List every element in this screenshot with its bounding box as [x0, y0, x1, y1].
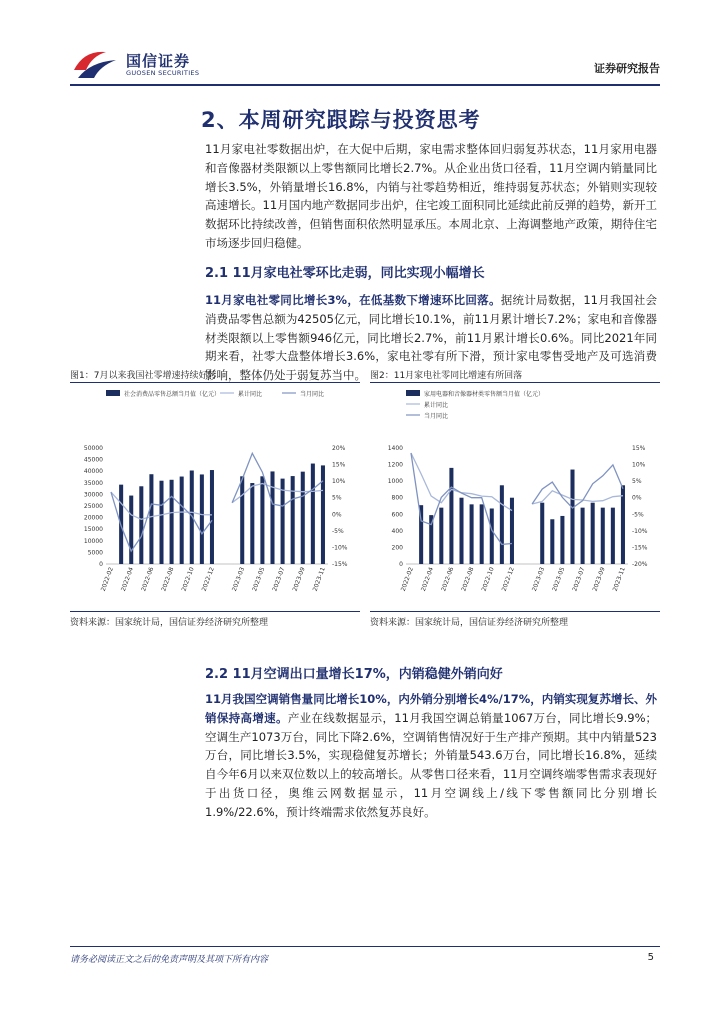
bar-2023-09 — [601, 508, 605, 564]
y-right-tick-label: 5% — [332, 494, 342, 502]
y-left-tick-label: 200 — [391, 544, 403, 552]
bar-2022-10 — [490, 508, 494, 564]
y-left-tick-label: 1000 — [387, 478, 403, 486]
x-tick-label: 2022-08 — [160, 566, 176, 593]
subsection-2-2-paragraph — [205, 690, 657, 822]
figure1-caption: 图1：7月以来我国社零增速持续好转 — [70, 371, 217, 381]
bar-2022-11 — [500, 485, 504, 564]
bar-2023-04 — [550, 519, 554, 564]
y-left-tick-label: 600 — [391, 511, 403, 519]
y-left-tick-label: 400 — [391, 527, 403, 535]
bar-2022-06 — [149, 474, 153, 564]
page-number: 5 — [647, 952, 654, 963]
logo-text-en: GUOSEN SECURITIES — [126, 69, 200, 77]
subsection-title-2-2: 2.2 11月空调出口量增长17%，内销稳健外销向好 — [205, 667, 503, 682]
y-right-tick-label: -15% — [632, 544, 648, 552]
y-right-tick-label: 10% — [332, 478, 346, 486]
bar-2022-09 — [480, 504, 484, 564]
bar-2023-07 — [581, 508, 585, 564]
x-tick-label: 2022-12 — [500, 566, 516, 593]
y-right-tick-label: 5% — [632, 478, 642, 486]
y-left-tick-label: 20000 — [83, 514, 103, 522]
y-right-tick-label: 10% — [632, 461, 646, 469]
footer-divider — [70, 946, 660, 947]
page-header — [70, 48, 660, 88]
footer-disclaimer: 请务必阅读正文之后的免责声明及其项下所有内容 — [70, 955, 269, 965]
bar-2023-11 — [621, 485, 625, 564]
x-tick-label: 2023-03 — [530, 566, 547, 593]
legend-label-monthly: 当月同比 — [424, 413, 449, 420]
header-divider — [70, 84, 660, 86]
bar-2022-09 — [180, 477, 184, 564]
bar-2022-05 — [139, 486, 143, 564]
x-tick-label: 2023-07 — [571, 566, 587, 593]
y-left-tick-label: 0 — [99, 561, 103, 568]
logo-text-cn: 国信证券 — [126, 52, 191, 70]
x-tick-label: 2022-02 — [99, 566, 115, 593]
y-right-tick-label: -5% — [632, 511, 644, 519]
report-type-label: 证券研究报告 — [594, 62, 660, 75]
y-left-tick-label: 800 — [391, 494, 403, 502]
y-left-tick-label: 1200 — [387, 461, 403, 469]
x-tick-label: 2023-09 — [291, 566, 307, 593]
x-tick-label: 2022-04 — [419, 566, 436, 593]
series-line-cumulative-yoy — [411, 453, 623, 511]
y-right-tick-label: 15% — [332, 461, 346, 469]
x-tick-label: 2023-05 — [551, 566, 567, 593]
y-right-tick-label: -10% — [632, 527, 648, 535]
legend-label-cumulative: 累计同比 — [424, 402, 449, 409]
figure2-caption: 图2：11月家电社零同比增速有所回落 — [370, 371, 523, 381]
bar-2023-08 — [591, 503, 595, 564]
bar-2023-03 — [240, 476, 244, 564]
bar-2023-03 — [540, 503, 544, 564]
figure2-source: 资料来源：国家统计局，国信证券经济研究所整理 — [370, 618, 569, 628]
bar-2023-10 — [311, 464, 315, 564]
x-tick-label: 2023-05 — [251, 566, 267, 593]
bar-2022-04 — [129, 496, 133, 564]
bar-2023-10 — [611, 508, 615, 564]
bar-2023-05 — [560, 516, 564, 564]
figure2-bottom-rule — [370, 611, 660, 612]
section-title: 2、本周研究跟踪与投资思考 — [201, 108, 481, 132]
figure1-bottom-rule — [70, 611, 360, 612]
figure2-top-rule — [370, 382, 660, 383]
bar-2022-05 — [439, 508, 443, 564]
x-tick-label: 2022-06 — [140, 566, 156, 593]
legend-label-cumulative: 累计同比 — [238, 391, 263, 398]
bar-2022-07 — [159, 481, 163, 564]
subsection-title-2-1: 2.1 11月家电社零环比走弱，同比实现小幅增长 — [205, 266, 485, 281]
bar-2023-04 — [250, 483, 254, 564]
y-left-tick-label: 40000 — [83, 468, 103, 476]
body-text: 据统计局数据，11月我国社会消费品零售总额为42505亿元，同比增长10.1%，前11月累计增长7.2%；家电和音像器材类限额以上零售额946亿元，同比增长2.7%，前11月累计增长0.6%。同比2021年同期来看，社零大盘整体增长3.6%，家电社零有所下滑，预计家电零售受地产及可选消费影响，整体仍处于弱复苏当中。 — [205, 293, 657, 383]
y-left-tick-label: 25000 — [83, 503, 103, 510]
bar-2023-06 — [270, 471, 274, 564]
x-tick-label: 2022-02 — [399, 566, 415, 593]
bar-2022-08 — [470, 504, 474, 564]
legend-swatch-bars — [406, 390, 420, 396]
guosen-logo-icon — [70, 48, 122, 82]
y-left-tick-label: 50000 — [83, 445, 103, 452]
figure2-chart — [370, 386, 662, 608]
y-left-tick-label: 5000 — [87, 549, 103, 557]
x-tick-label: 2022-06 — [440, 566, 456, 593]
x-tick-label: 2023-11 — [611, 566, 627, 593]
y-left-tick-label: 10000 — [83, 537, 103, 545]
x-tick-label: 2022-10 — [480, 566, 496, 593]
x-tick-label: 2023-09 — [591, 566, 607, 593]
body-text: 产业在线数据显示，11月我国空调总销量1067万台，同比增长9.9%；空调生产1073万台，同比下降2.6%，空调销售情况好于生产排产预期。其中内销量523万台，同比增长3.5%，实现稳健复苏增长；外销量543.6万台，同比增长16.8%，延续自今年6月以来双位数以上的较高增长。从零售口径来看，11月空调终端零售需求表现好于出货口径，奥维云网数据显示，11月空调线上/线下零售额同比分别增长1.9%/22.6%，预计终端需求依然复苏良好。 — [205, 710, 657, 819]
y-right-tick-label: -10% — [332, 544, 348, 552]
y-left-tick-label: 15000 — [83, 526, 103, 534]
bar-2022-07 — [459, 498, 463, 564]
bar-2022-08 — [170, 480, 174, 564]
y-left-tick-label: 0 — [399, 561, 403, 568]
bar-2022-12 — [510, 498, 514, 564]
y-left-tick-label: 30000 — [83, 491, 103, 499]
x-tick-label: 2023-07 — [271, 566, 287, 593]
bar-2022-12 — [210, 470, 214, 564]
legend-swatch-bars — [106, 390, 120, 396]
x-tick-label: 2022-04 — [119, 566, 136, 593]
bar-2022-11 — [200, 474, 204, 564]
figure1-chart — [70, 386, 362, 608]
y-right-tick-label: -20% — [632, 561, 648, 568]
y-right-tick-label: 20% — [332, 445, 346, 452]
legend-label-monthly: 当月同比 — [300, 391, 325, 398]
lead-sentence: 11月家电社零同比增长3%，在低基数下增速环比回落。 — [205, 293, 501, 307]
bar-2023-07 — [281, 479, 285, 564]
y-left-tick-label: 1400 — [387, 445, 403, 452]
y-right-tick-label: 0% — [332, 511, 342, 519]
y-left-tick-label: 35000 — [83, 479, 103, 487]
x-tick-label: 2022-08 — [460, 566, 476, 593]
figure1-top-rule — [70, 382, 360, 383]
intro-paragraph: 11月家电社零数据出炉，在大促中后期，家电需求整体回归弱复苏状态，11月家用电器和音像器材类限额以上零售额同比增长2.7%。从企业出货口径看，11月空调内销量同比增长3.5%，外销量增长16.8%，内销与社零趋势相近，维持弱复苏状态；外销则实现较高速增长。11月国内地产数据同步出炉，住宅竣工面积同比延续此前反弹的趋势，新开工数据环比持续改善，但销售面积依然明显承压。本周北京、上海调整地产政策，期待住宅市场逐步回归稳健。 — [205, 142, 657, 250]
bar-2023-11 — [321, 465, 325, 564]
y-left-tick-label: 45000 — [83, 456, 103, 464]
lead-sentence: 11月我国空调销售量同比增长10%，内外销分别增长4%/17%，内销实现复苏增长、外销保持高增速。 — [205, 692, 657, 725]
figure1-source: 资料来源：国家统计局，国信证券经济研究所整理 — [70, 618, 269, 628]
x-tick-label: 2023-03 — [230, 566, 247, 593]
bar-2022-06 — [449, 468, 453, 564]
y-right-tick-label: -5% — [332, 527, 344, 535]
y-right-tick-label: -15% — [332, 561, 348, 568]
bar-2023-06 — [570, 470, 574, 564]
legend-label-bars: 家用电器和音像器材类零售额当月值（亿元） — [424, 391, 545, 398]
bar-2023-09 — [301, 472, 305, 564]
x-tick-label: 2022-10 — [180, 566, 196, 593]
y-right-tick-label: 15% — [632, 445, 646, 452]
y-right-tick-label: 0% — [632, 494, 642, 502]
x-tick-label: 2023-11 — [311, 566, 327, 593]
bar-2023-08 — [291, 476, 295, 564]
bar-2023-05 — [260, 476, 264, 564]
x-tick-label: 2022-12 — [200, 566, 216, 593]
legend-label-bars: 社会消费品零售总额当月值（亿元） — [124, 391, 221, 398]
